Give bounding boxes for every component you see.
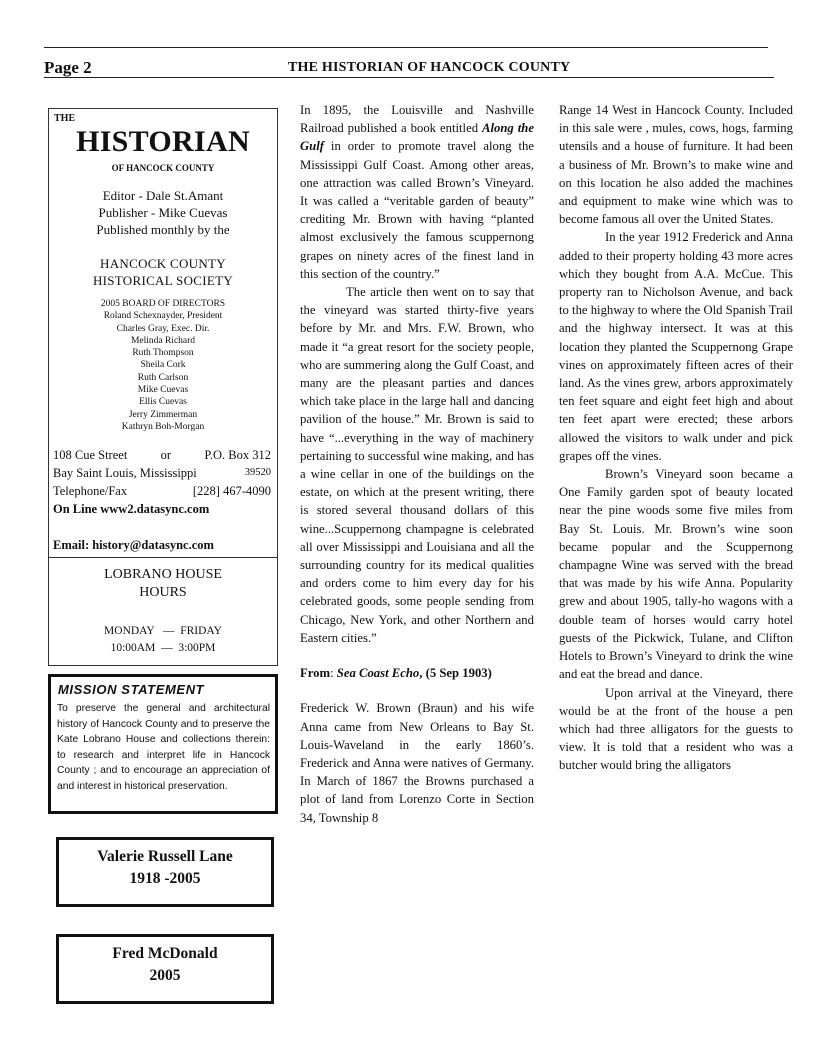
board-member: Jerry Zimmerman [128, 409, 198, 420]
article-paragraph: Brown’s Vineyard soon became a One Family garden spot of beauty located near the pine woods some five miles from Bay St. Louis. Mr. Brown’s wine soon became popular and the Scuppernong champagne Wine was served with the bread that was made by his wife Anna. Popularity grew and about 1905, tally-ho wagons with a double team of horses would carry hotel guests of the Pickwick, Tulane, and Clifton Hotels to Brown’s Vineyard to drink the wine and eat the bread and dance. [559, 467, 793, 682]
telephone-number: [228] 467-4090 [192, 484, 271, 498]
memorial-box [56, 934, 274, 1004]
header-rule [44, 77, 774, 78]
lobrano-hours-title [49, 566, 277, 602]
article-paragraph: Upon arrival at the Vineyard, there would be at the front of the house a pen which had three alligators for the guests to view. It is told that a resident who was a butcher would bring the alligators [559, 685, 793, 773]
text-run: In 1895, the Louisville and Nashville Railroad published a book entitled [300, 103, 534, 136]
mission-text: To preserve the general and architectural history of Hancock County and to preserve the Kate Lobrano House and collections therein: to research and interpret life in Hancock County ; and to encourage an appreciation of and interest in historical preservation. [57, 703, 270, 792]
board-member: Roland Schexnayder, President [103, 311, 223, 322]
memorial-years: 2005 [149, 967, 181, 984]
text-run: in order to promote travel along the Mississippi Gulf Coast. Among other areas, one attraction was called Brown’s Vineyard. It was called a “veritable garden of beauty” crediting Mr. Brown with having “planted almost exclusively the famous scuppernong grapes on ninety acres of the finest land in this section of the country.” [300, 139, 534, 281]
memorial-years: 1918 -2005 [129, 870, 201, 887]
board-member: Ellis Cuevas [139, 397, 187, 408]
editor-line: Editor - Dale St.Amant [102, 188, 224, 203]
memorial-name: Fred McDonald [112, 945, 218, 962]
masthead-the: THE [54, 113, 76, 124]
masthead-divider [49, 557, 277, 558]
published-line: Published monthly by the [96, 222, 230, 237]
top-rule [44, 47, 768, 48]
board-member: Kathryn Boh-Morgan [121, 421, 205, 432]
lobrano-title-line-1: LOBRANO HOUSE [104, 567, 222, 582]
street: 108 Cue Street [53, 448, 128, 462]
board-title: 2005 BOARD OF DIRECTORS [100, 299, 226, 309]
citation-source: Sea Coast Echo [336, 666, 420, 681]
lobrano-hours [49, 623, 277, 657]
citation-separator: : [330, 666, 337, 681]
article-paragraph [300, 101, 534, 283]
masthead-subtitle: OF HANCOCK COUNTY [111, 163, 215, 173]
source-citation [300, 664, 534, 682]
article-column-1 [300, 101, 534, 827]
lobrano-times: 10:00AM — 3:00PM [110, 642, 216, 654]
po-box: P.O. Box 312 [204, 448, 271, 462]
citation-date: , (5 Sep 1903) [419, 666, 492, 681]
society-name-line-2: HISTORICAL SOCIETY [92, 273, 234, 288]
masthead-box [48, 108, 278, 666]
mission-title: MISSION STATEMENT [58, 682, 205, 697]
article-paragraph: Range 14 West in Hancock County. Included in this sale were , mules, cows, hogs, farming utensils and a house of furniture. It had been a business of Mr. Brown’s to make wine and on this location he also added the machines and equipment to make wine which was to become famous all over the United States. [559, 103, 793, 227]
city: Bay Saint Louis, Mississippi [53, 466, 197, 480]
board-member: Melinda Richard [130, 335, 196, 346]
memorial-box [56, 837, 274, 907]
lobrano-title-line-2: HOURS [139, 585, 187, 600]
board-of-directors [49, 298, 277, 433]
board-member: Charles Gray, Exec. Dir. [116, 323, 210, 334]
memorial-name: Valerie Russell Lane [97, 848, 233, 865]
newsletter-running-title: THE HISTORIAN OF HANCOCK COUNTY [288, 60, 571, 75]
publisher-line: Publisher - Mike Cuevas [98, 205, 228, 220]
masthead-staff [49, 187, 277, 238]
board-member: Ruth Thompson [132, 348, 194, 359]
book-title: Along the Gulf [300, 121, 534, 154]
article-paragraph: The article then went on to say that the vineyard was started thirty-five years before by Mr. and Mrs. F.W. Brown, who made it “a great resort for the society people, who are summering along the Gulf Coast, and many are the pleasant parties and dances which take place in the large hall and dancing pavilion of the house.” Mr. Brown is said to have “...everything in the way of machinery pertaining to successful wine making, and has a wine cellar in one of the buildings on the estate, on which at the present writing, there is stored several thousand dollars of this wine...Scuppernong champagne is celebrated all over Mississippi and Louisiana and all the surrounding country for its medical qualities and orders come to him every day for his celebrated goods, some people sending from Chicago, New York, and other Northern and Eastern cities.” [300, 285, 534, 645]
board-member: Sheila Cork [140, 360, 186, 371]
article-paragraph: Frederick W. Brown (Braun) and his wife Anna came from New Orleans to Bay St. Louis-Waveland in the early 1860’s. Frederick and Anna were natives of Germany. In March of 1867 the Browns purchased a plot of land from Lorenzo Corte in Section 34, Township 8 [300, 701, 534, 825]
board-member: Ruth Carlson [137, 372, 189, 383]
telephone-line [53, 482, 271, 500]
society-name [49, 255, 277, 289]
email-link[interactable]: Email: history@datasync.com [53, 538, 214, 552]
society-name-line-1: HANCOCK COUNTY [100, 256, 226, 271]
article-column-2 [559, 101, 793, 775]
website-link[interactable]: On Line www2.datasync.com [53, 502, 210, 516]
lobrano-days: MONDAY — FRIDAY [104, 625, 222, 637]
citation-label: From [300, 666, 331, 681]
article-paragraph: In the year 1912 Frederick and Anna added to their property holding 43 more acres which they bought from A.A. McCue. This property ran to Nicholson Avenue, and back to the highway to where the Old Spanish Trail and the highway intersect. It was at this location they planted the Scuppernong Grape vines on approximately fifteen acres of their land. As the vines grew, arbors approximately ten feet square and eight feet high and about ten feet apart were erected; these arbors allowed the visitors to walk under and pick grapes off the vines. [559, 230, 793, 463]
telephone-label: Telephone/Fax [53, 484, 128, 498]
city-line [53, 464, 271, 482]
or-text: or [160, 448, 172, 462]
board-member: Mike Cuevas [137, 385, 189, 396]
mission-statement-box [48, 674, 278, 814]
contact-info [53, 446, 271, 554]
page-number: Page 2 [44, 58, 92, 77]
masthead-name: HISTORIAN [76, 125, 250, 158]
street-address [53, 446, 271, 464]
zip-code: 39520 [244, 467, 271, 478]
